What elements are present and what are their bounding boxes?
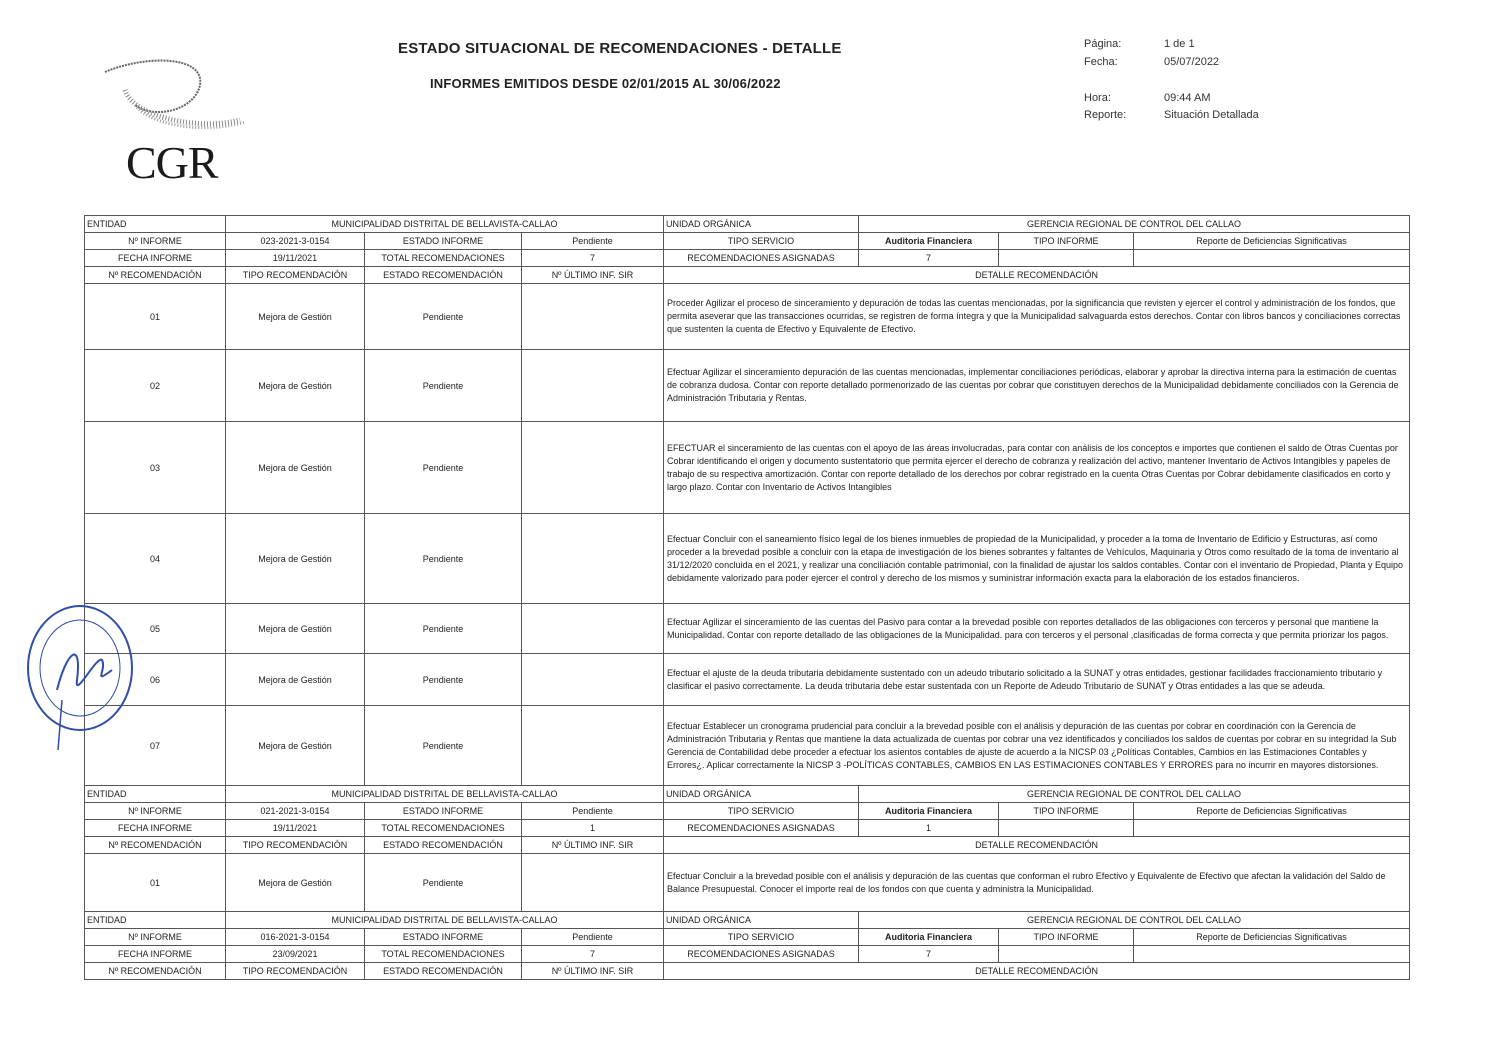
col-header-tipo-rec: TIPO RECOMENDACIÓN xyxy=(226,267,365,284)
n-informe-value: 021-2021-3-0154 xyxy=(226,803,365,820)
recommendation-row xyxy=(85,706,1410,786)
rec-status: Pendiente xyxy=(365,284,522,350)
label-total-rec: TOTAL RECOMENDACIONES xyxy=(365,946,522,963)
estado-informe-value: Pendiente xyxy=(522,803,664,820)
label-estado-informe: ESTADO INFORME xyxy=(365,233,522,250)
label-total-rec: TOTAL RECOMENDACIONES xyxy=(365,820,522,837)
col-header-n-rec: Nº RECOMENDACIÓN xyxy=(85,963,226,980)
rec-detail: Efectuar Concluir a la brevedad posible con el análisis y depuración de las cuentas que conforman el rubro Efectivo y Equivalente de Efectivo que afectan la validación del Saldo de Balance Presupuestal. Conocer el importe real de los fondos con que cuenta y administra la Municipalidad. xyxy=(664,854,1410,912)
col-header-estado-rec: ESTADO RECOMENDACIÓN xyxy=(365,267,522,284)
empty-cell xyxy=(999,946,1134,963)
tipo-informe-value: Reporte de Deficiencias Significativas xyxy=(1134,233,1410,250)
recommendations-table xyxy=(84,215,1410,980)
rec-number: 02 xyxy=(85,350,226,422)
total-rec-value: 1 xyxy=(522,820,664,837)
cgr-logo-text: CGR xyxy=(126,137,218,188)
meta-value: 05/07/2022 xyxy=(1164,56,1220,68)
tipo-informe-value: Reporte de Deficiencias Significativas xyxy=(1134,803,1410,820)
rec-status: Pendiente xyxy=(365,604,522,654)
recommendation-row xyxy=(85,284,1410,350)
col-header-n-rec: Nº RECOMENDACIÓN xyxy=(85,267,226,284)
label-n-informe: Nº INFORME xyxy=(85,929,226,946)
meta-value: 09:44 AM xyxy=(1164,92,1211,104)
meta-value: 1 de 1 xyxy=(1164,38,1195,50)
estado-informe-value: Pendiente xyxy=(522,233,664,250)
tipo-servicio-value: Auditoria Financiera xyxy=(859,233,999,250)
n-informe-value: 016-2021-3-0154 xyxy=(226,929,365,946)
label-n-informe: Nº INFORME xyxy=(85,803,226,820)
rec-last-report xyxy=(522,350,664,422)
report-entity-row xyxy=(85,216,1410,233)
label-rec-asignadas: RECOMENDACIONES ASIGNADAS xyxy=(664,820,859,837)
col-header-estado-rec: ESTADO RECOMENDACIÓN xyxy=(365,837,522,854)
col-header-n-rec: Nº RECOMENDACIÓN xyxy=(85,837,226,854)
rec-status: Pendiente xyxy=(365,654,522,706)
label-tipo-informe: TIPO INFORME xyxy=(999,803,1134,820)
unidad-value: GERENCIA REGIONAL DE CONTROL DEL CALLAO xyxy=(859,786,1410,803)
fecha-informe-value: 19/11/2021 xyxy=(226,250,365,267)
rec-asignadas-value: 7 xyxy=(859,250,999,267)
entidad-value: MUNICIPALIDAD DISTRITAL DE BELLAVISTA-CALLAO xyxy=(226,216,664,233)
rec-last-report xyxy=(522,654,664,706)
report-entity-row xyxy=(85,912,1410,929)
recommendation-row xyxy=(85,654,1410,706)
col-header-ultimo-inf: Nº ÚLTIMO INF. SIR xyxy=(522,837,664,854)
col-header-detalle: DETALLE RECOMENDACIÓN xyxy=(664,267,1410,284)
rec-status: Pendiente xyxy=(365,350,522,422)
rec-number: 05 xyxy=(85,604,226,654)
unidad-value: GERENCIA REGIONAL DE CONTROL DEL CALLAO xyxy=(859,216,1410,233)
tipo-servicio-value: Auditoria Financiera xyxy=(859,929,999,946)
rec-detail: Proceder Agilizar el proceso de sinceramiento y depuración de todas las cuentas mencionadas, por la significancia que revisten y ejercer el control y administración de los fondos, que permita aseverar que las transacciones ocurridas, se registren de forma íntegra y que la Municipalidad salvaguarda estos derechos. Contar con libros bancos y conciliaciones correctas que sustenten la cuenta de Efectivo y Equivalente de Efectivo. xyxy=(664,284,1410,350)
recommendation-row xyxy=(85,514,1410,604)
rec-asignadas-value: 7 xyxy=(859,946,999,963)
col-header-ultimo-inf: Nº ÚLTIMO INF. SIR xyxy=(522,267,664,284)
rec-type: Mejora de Gestión xyxy=(226,284,365,350)
fecha-informe-value: 19/11/2021 xyxy=(226,820,365,837)
municipal-stamp xyxy=(22,600,142,750)
recommendation-row xyxy=(85,422,1410,514)
label-total-rec: TOTAL RECOMENDACIONES xyxy=(365,250,522,267)
report-number-row xyxy=(85,929,1410,946)
meta-value: Situación Detallada xyxy=(1164,109,1259,121)
n-informe-value: 023-2021-3-0154 xyxy=(226,233,365,250)
rec-last-report xyxy=(522,422,664,514)
label-n-informe: Nº INFORME xyxy=(85,233,226,250)
rec-last-report xyxy=(522,706,664,786)
rec-status: Pendiente xyxy=(365,706,522,786)
label-entidad: ENTIDAD xyxy=(85,912,226,929)
rec-type: Mejora de Gestión xyxy=(226,604,365,654)
tipo-servicio-value: Auditoria Financiera xyxy=(859,803,999,820)
label-tipo-servicio: TIPO SERVICIO xyxy=(664,929,859,946)
empty-cell xyxy=(999,250,1134,267)
col-header-tipo-rec: TIPO RECOMENDACIÓN xyxy=(226,837,365,854)
rec-number: 06 xyxy=(85,654,226,706)
meta-label: Reporte: xyxy=(1084,109,1127,121)
entidad-value: MUNICIPALIDAD DISTRITAL DE BELLAVISTA-CALLAO xyxy=(226,786,664,803)
estado-informe-value: Pendiente xyxy=(522,929,664,946)
rec-detail: Efectuar el ajuste de la deuda tributaria debidamente sustentado con un adeudo tributario solicitado a la SUNAT y otras entidades, gestionar facilidades fraccionamiento tributario y clasificar el pasivo correctamente. La deuda tributaria debe estar sustentada con un Reporte de Adeudo Tributario de SUNAT y Otras entidades a las que se adeuda. xyxy=(664,654,1410,706)
label-tipo-servicio: TIPO SERVICIO xyxy=(664,233,859,250)
col-header-estado-rec: ESTADO RECOMENDACIÓN xyxy=(365,963,522,980)
empty-cell xyxy=(999,820,1134,837)
report-subtitle: INFORMES EMITIDOS DESDE 02/01/2015 AL 30/06/2022 xyxy=(430,76,781,91)
label-rec-asignadas: RECOMENDACIONES ASIGNADAS xyxy=(664,946,859,963)
report-date-row xyxy=(85,946,1410,963)
rec-last-report xyxy=(522,604,664,654)
rec-detail: EFECTUAR el sinceramiento de las cuentas con el apoyo de las áreas involucradas, para contar con análisis de los conceptos e importes que contienen el saldo de Otras Cuentas por Cobrar identificando el origen y documento sustentatorio que permita ejercer el derecho de cobranza y realización del activo, mantener Inventario de Activos Intangibles y papeles de trabajo de su respectiva amortización. Contar con reporte detallado de los derechos por cobrar registrado en la cuenta Otras Cuentas por Cobrar debidamente clasificados en corto y largo plazo. Contar con Inventario de Activos Intangibles xyxy=(664,422,1410,514)
label-entidad: ENTIDAD xyxy=(85,786,226,803)
recommendation-header-row xyxy=(85,267,1410,284)
label-tipo-servicio: TIPO SERVICIO xyxy=(664,803,859,820)
tipo-informe-value: Reporte de Deficiencias Significativas xyxy=(1134,929,1410,946)
unidad-value: GERENCIA REGIONAL DE CONTROL DEL CALLAO xyxy=(859,912,1410,929)
col-header-ultimo-inf: Nº ÚLTIMO INF. SIR xyxy=(522,963,664,980)
rec-type: Mejora de Gestión xyxy=(226,514,365,604)
recommendation-row xyxy=(85,604,1410,654)
rec-type: Mejora de Gestión xyxy=(226,706,365,786)
report-entity-row xyxy=(85,786,1410,803)
recommendation-header-row xyxy=(85,963,1410,980)
report-title: ESTADO SITUACIONAL DE RECOMENDACIONES - DETALLE xyxy=(398,40,842,57)
rec-status: Pendiente xyxy=(365,514,522,604)
col-header-detalle: DETALLE RECOMENDACIÓN xyxy=(664,963,1410,980)
rec-type: Mejora de Gestión xyxy=(226,350,365,422)
report-number-row xyxy=(85,233,1410,250)
rec-number: 03 xyxy=(85,422,226,514)
report-date-row xyxy=(85,820,1410,837)
label-unidad: UNIDAD ORGÁNICA xyxy=(664,786,859,803)
total-rec-value: 7 xyxy=(522,946,664,963)
label-unidad: UNIDAD ORGÁNICA xyxy=(664,216,859,233)
label-fecha-informe: FECHA INFORME xyxy=(85,820,226,837)
empty-cell xyxy=(1134,820,1410,837)
recommendation-row xyxy=(85,350,1410,422)
rec-number: 01 xyxy=(85,284,226,350)
recommendation-header-row xyxy=(85,837,1410,854)
rec-detail: Efectuar Agilizar el sinceramiento depuración de las cuentas mencionadas, implementar conciliaciones periódicas, elaborar y aprobar la directiva interna para la estimación de cuentas de cobranza dudosa. Contar con reporte detallado pormenorizado de las cuentas por cobrar que constituyen derechos de la Municipalidad debidamente conciliados con la Gerencia de Administración Tributaria y Rentas. xyxy=(664,350,1410,422)
meta-label: Fecha: xyxy=(1084,56,1118,68)
rec-last-report xyxy=(522,854,664,912)
label-estado-informe: ESTADO INFORME xyxy=(365,929,522,946)
meta-label: Página: xyxy=(1084,38,1122,50)
meta-label: Hora: xyxy=(1084,92,1111,104)
rec-status: Pendiente xyxy=(365,422,522,514)
rec-status: Pendiente xyxy=(365,854,522,912)
label-fecha-informe: FECHA INFORME xyxy=(85,946,226,963)
rec-last-report xyxy=(522,284,664,350)
total-rec-value: 7 xyxy=(522,250,664,267)
label-unidad: UNIDAD ORGÁNICA xyxy=(664,912,859,929)
rec-detail: Efectuar Agilizar el sinceramiento de las cuentas del Pasivo para contar a la brevedad posible con reportes detallados de las obligaciones con terceros y personal que mantiene la Municipalidad. Contar con reporte detallado de las obligaciones de la Municipalidad. para con terceros y el personal ,clasificadas de forma correcta y que permita priorizar los pagos. xyxy=(664,604,1410,654)
label-tipo-informe: TIPO INFORME xyxy=(999,929,1134,946)
rec-last-report xyxy=(522,514,664,604)
col-header-detalle: DETALLE RECOMENDACIÓN xyxy=(664,837,1410,854)
rec-asignadas-value: 1 xyxy=(859,820,999,837)
rec-number: 04 xyxy=(85,514,226,604)
rec-number: 07 xyxy=(85,706,226,786)
rec-detail: Efectuar Establecer un cronograma prudencial para concluir a la brevedad posible con el análisis y depuración de las cuentas por cobrar en coordinación con la Gerencia de Administración Tributaria y Rentas que mantiene la data actualizada de cuentas por cobrar una vez identificados y conciliados los saldos de cuentas por cobrar en su integridad la Sub Gerencia de Contabilidad debe proceder a efectuar los asientos contables de ajuste de acuerdo a la NICSP 03 ¿Políticas Contables, Cambios en las Estimaciones Contables y Errores¿. Aplicar correctamente la NICSP 3 -POLÍTICAS CONTABLES, CAMBIOS EN LAS ESTIMACIONES CONTABLES Y ERRORES para no incurrir en mayores distorsiones. xyxy=(664,706,1410,786)
entidad-value: MUNICIPALIDAD DISTRITAL DE BELLAVISTA-CALLAO xyxy=(226,912,664,929)
rec-type: Mejora de Gestión xyxy=(226,654,365,706)
recommendation-row xyxy=(85,854,1410,912)
empty-cell xyxy=(1134,946,1410,963)
rec-detail: Efectuar Concluir con el saneamiento físico legal de los bienes inmuebles de propiedad de la Municipalidad, y proceder a la toma de Inventario de Edificio y Estructuras, así como proceder a la brevedad posible a concluir con la etapa de investigación de los bienes sobrantes y faltantes de Vehículos, Maquinaria y Otros como resultado de la toma de inventario al 31/12/2020 concluida en el 2021, y realizar una conciliación contable patrimonial, con la finalidad de ajustar los saldos contables. Contar con el inventario de Propiedad, Planta y Equipo debidamente valorizado para poder ejercer el control y derecho de los mismos y suministrar información exacta para la elaboración de los estados financieros. xyxy=(664,514,1410,604)
label-fecha-informe: FECHA INFORME xyxy=(85,250,226,267)
label-estado-informe: ESTADO INFORME xyxy=(365,803,522,820)
label-entidad: ENTIDAD xyxy=(85,216,226,233)
report-date-row xyxy=(85,250,1410,267)
rec-type: Mejora de Gestión xyxy=(226,422,365,514)
report-number-row xyxy=(85,803,1410,820)
rec-type: Mejora de Gestión xyxy=(226,854,365,912)
rec-number: 01 xyxy=(85,854,226,912)
label-tipo-informe: TIPO INFORME xyxy=(999,233,1134,250)
label-rec-asignadas: RECOMENDACIONES ASIGNADAS xyxy=(664,250,859,267)
fecha-informe-value: 23/09/2021 xyxy=(226,946,365,963)
col-header-tipo-rec: TIPO RECOMENDACIÓN xyxy=(226,963,365,980)
empty-cell xyxy=(1134,250,1410,267)
